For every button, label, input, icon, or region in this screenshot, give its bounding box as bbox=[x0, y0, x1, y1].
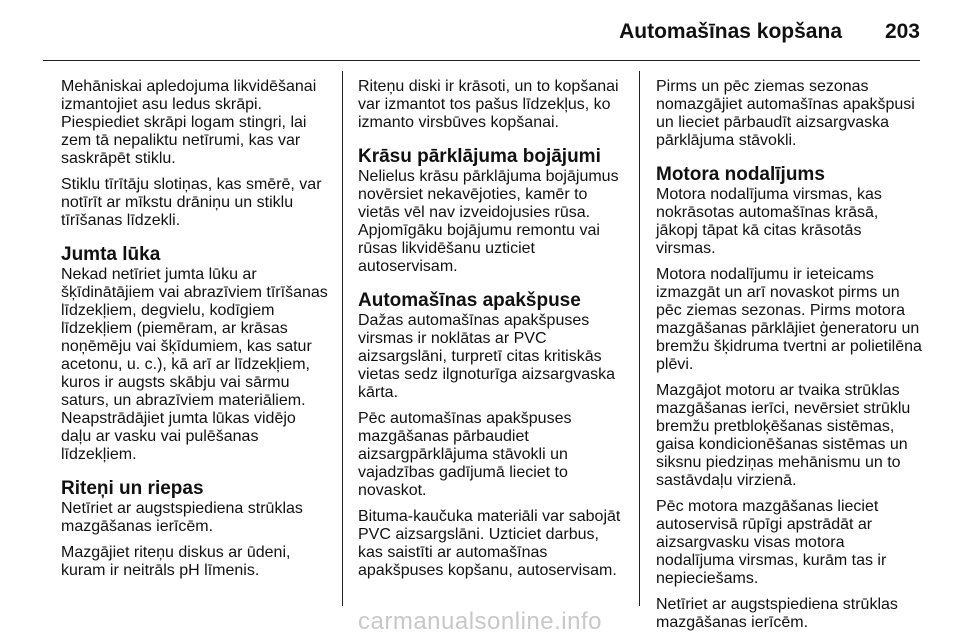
section-heading-engine: Motora nodalījums bbox=[656, 164, 825, 185]
paragraph: Pirms un pēc ziemas sezonas nomazgājiet automašīnas apakšpusi un lieciet pārbaudīt aizsargvaska pārklājuma stāvokli. bbox=[656, 78, 915, 149]
paragraph: Stiklu tīrītāju slotiņas, kas smērē, var notīrīt ar mīkstu drāniņu un stiklu tīrīšanas līdzekli. bbox=[61, 176, 322, 229]
column-divider bbox=[342, 71, 343, 606]
header-divider bbox=[43, 60, 920, 61]
paragraph: Motora nodalījumu ir ieteicams izmazgāt un arī novaskot pirms un pēc ziemas sezonas. Pirms motora mazgāšanas pārklājiet ģeneratoru un bremžu šķidruma tvertni ar polietilēna plēvi. bbox=[656, 266, 922, 373]
paragraph: Motora nodalījuma virsmas, kas nokrāsotas automašīnas krāsā, jākopj tāpat kā citas krāsotās virsmas. bbox=[656, 186, 882, 257]
section-heading-underbody: Automašīnas apakšpuse bbox=[358, 290, 581, 311]
section-heading-paint: Krāsu pārklājuma bojājumi bbox=[358, 146, 601, 167]
paragraph: Riteņu diski ir krāsoti, un to kopšanai var izmantot tos pašus līdzekļus, ko izmanto virsbūves kopšanai. bbox=[358, 78, 619, 131]
page-number: 203 bbox=[884, 20, 920, 43]
page-header bbox=[0, 0, 960, 62]
paragraph: Dažas automašīnas apakšpuses virsmas ir noklātas ar PVC aizsargslāni, turpretī citas kritiskās vietas sedz ilgnoturīga aizsargvaska kārta. bbox=[358, 312, 616, 401]
paragraph: Netīriet ar augstspiediena strūklas mazgāšanas ierīcēm. bbox=[656, 596, 898, 631]
paragraph: Nekad netīriet jumta lūku ar šķīdinātājiem vai abrazīviem tīrīšanas līdzekļiem, degvielu, kodīgiem līdzekļiem (piemēram, ar krāsas noņēmēju vai šķīdumiem, kas satur acetonu, u. c.), kā arī ar līdzekļiem, kuros ir augsts skābju vai sārmu saturs, un abrazīviem materiāliem. Neapstrādājiet jumta lūkas vidējo daļu ar vasku vai pulēšanas līdzekļiem. bbox=[61, 266, 328, 463]
column-divider bbox=[639, 71, 640, 606]
paragraph: Netīriet ar augstspiediena strūklas mazgāšanas ierīcēm. bbox=[61, 500, 303, 535]
paragraph: Mazgājiet riteņu diskus ar ūdeni, kuram ir neitrāls pH līmenis. bbox=[61, 544, 291, 579]
text-column-3 bbox=[656, 78, 924, 640]
paragraph: Mehāniskai apledojuma likvidēšanai izmantojiet asu ledus skrāpi. Piespiediet skrāpi logam stingri, lai zem tā nepaliktu netīrumi, kas var saskrāpēt stiklu. bbox=[61, 78, 317, 167]
paragraph: Pēc automašīnas apakšpuses mazgāšanas pārbaudiet aizsargpārklājuma stāvokli un vajadzības gadījumā lieciet to novaskot. bbox=[358, 410, 572, 499]
text-column-2 bbox=[358, 78, 626, 588]
paragraph: Nelielus krāsu pārklājuma bojājumus novērsiet nekavējoties, kamēr to vietās vēl nav izveidojusies rūsa. Apjomīgāku bojājumu remontu vai rūsas likvidēšanu uzticiet autoservisam. bbox=[358, 168, 619, 275]
paragraph: Pēc motora mazgāšanas lieciet autoservisā rūpīgi apstrādāt ar aizsargvasku visas motora nodalījuma virsmas, kurām tas ir nepieciešams. bbox=[656, 498, 887, 587]
page-title: Automašīnas kopšana bbox=[619, 20, 842, 43]
section-heading-wheels: Riteņi un riepas bbox=[61, 478, 204, 499]
watermark: carmanualsonline.info bbox=[358, 608, 602, 635]
paragraph: Mazgājot motoru ar tvaika strūklas mazgāšanas ierīci, nevērsiet strūklu bremžu pretbloķēšanas sistēmas, gaisa kondicionēšanas sistēmas un siksnu piedziņas mehānismu un to sastāvdaļu virzienā. bbox=[656, 382, 911, 489]
paragraph: Bituma-kaučuka materiāli var sabojāt PVC aizsargslāni. Uzticiet darbus, kas saistīti ar automašīnas apakšpuses kopšanu, autoservisam. bbox=[358, 508, 621, 579]
text-column-1 bbox=[61, 78, 329, 588]
section-heading-sunroof: Jumta lūka bbox=[61, 244, 161, 265]
